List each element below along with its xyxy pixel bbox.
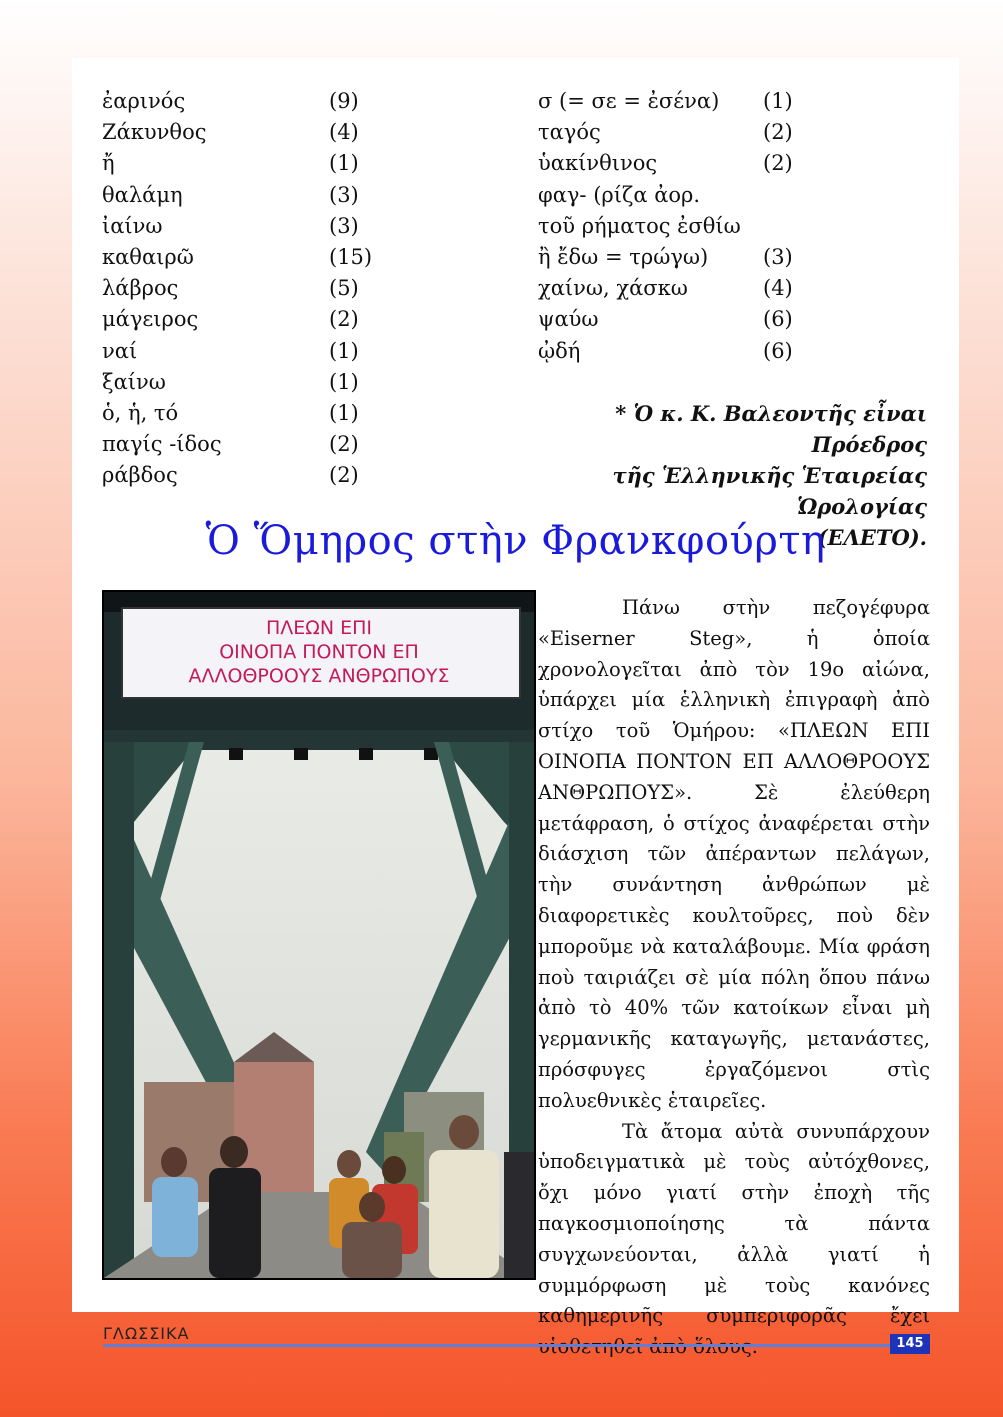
vocab-row (102, 273, 502, 304)
vocab-word: ἰαίνω (102, 213, 163, 238)
vocab-count: (15) (329, 244, 373, 269)
footer-journal-name: ΓΛΩΣΣΙΚΑ (103, 1324, 190, 1343)
vocab-row (102, 304, 502, 335)
vocab-word: ὁ, ἡ, τό (102, 400, 179, 425)
vocab-word: μάγειρος (102, 307, 199, 332)
vocab-word: θαλάμη (102, 182, 183, 207)
vocab-row (102, 242, 502, 273)
vocab-row (538, 336, 938, 367)
vocab-row (538, 242, 938, 273)
vocab-word: ἐαρινός (102, 89, 186, 113)
vocab-word: ἢ ἔδω = τρώγω) (538, 244, 709, 269)
vocab-word: ράβδος (102, 463, 178, 488)
vocab-count: (6) (763, 307, 793, 332)
vocab-row (538, 148, 938, 179)
vocab-row (102, 211, 502, 242)
vocab-count: (1) (329, 369, 359, 394)
paragraph: Τὰ ἄτομα αὐτὰ συνυπάρχουν ὑποδειγματικὰ μὲ τοὺς αὐτόχθονες, ὄχι μόνο γιατί στὴν ἐποχὴ τῆς παγκοσμιοποίησης τὰ πάντα συγχωνεύονται, ἀλλὰ γιατί ἡ συμμόρφωση μὲ τοὺς κανόνες καθημερινῆς συμπεριφορᾶς ἔχει (538, 1119, 930, 1328)
vocab-word: τοῦ ρήματος ἐσθίω (538, 213, 741, 238)
vocab-row (102, 429, 502, 460)
author-note-line: (ΕΛΕΤΟ). (817, 525, 927, 550)
vocab-row (538, 304, 938, 335)
vocab-row (102, 367, 502, 398)
vocab-row (102, 460, 502, 491)
vocab-word: ναί (102, 338, 138, 363)
vocab-count: (1) (329, 338, 359, 363)
vocab-count: (2) (763, 151, 793, 176)
vocab-word: ἤ (102, 151, 115, 176)
vocab-word: ᾠδή (538, 338, 581, 363)
vocab-row (538, 180, 938, 211)
page-content (72, 58, 959, 1328)
vocab-count: (1) (763, 89, 793, 113)
vocab-word: παγίς -ίδος (102, 432, 222, 457)
vocab-count: (1) (329, 400, 359, 425)
author-note-line: τῆς Ἑλληνικῆς Ἑταιρείας Ὡρολογίας (612, 463, 927, 519)
vocab-row (538, 211, 938, 242)
vocab-word: σ (= σε = ἐσένα) (538, 89, 720, 113)
vocab-row (102, 336, 502, 367)
vocab-word: φαγ- (ρίζα ἀορ. (538, 182, 701, 207)
vocab-count: (6) (763, 338, 793, 363)
vocab-count: (2) (329, 432, 359, 457)
vocab-word: λάβρος (102, 276, 179, 301)
bridge-photo (102, 590, 536, 1280)
vocab-word: ξαίνω (102, 369, 166, 394)
author-note-line: * Ὁ κ. Κ. Βαλεοντῆς εἶναι Πρόεδρος (615, 401, 927, 457)
vocab-count: (4) (329, 120, 359, 145)
vocab-row (102, 148, 502, 179)
vocab-row (538, 86, 938, 117)
vocab-count: (3) (329, 213, 359, 238)
vocab-row (102, 86, 502, 117)
vocab-count: (1) (329, 151, 359, 176)
vocab-count: (2) (763, 120, 793, 145)
sign-line-1: ΠΛΕΩΝ ΕΠΙ (266, 617, 372, 639)
article-title: Ὁ Ὅμηρος στὴν Φρανκφούρτη (205, 518, 826, 564)
vocab-count: (4) (763, 276, 793, 301)
vocab-list-left (102, 86, 502, 491)
page-number: 145 (890, 1334, 930, 1354)
vocab-word: ταγός (538, 120, 601, 145)
paragraph: Πάνω στὴν πεζογέφυρα «Eiserner Steg», ἡ ὁποία χρονολογεῖται ἀπὸ τὸν 19ο αἰώνα, ὑπάρχει μία ἑλληνικὴ ἐπιγραφὴ ἀπὸ στίχο τοῦ Ὁμήρου: «ΠΛΕΩΝ ΕΠΙ ΟΙΝΟΠΑ ΠΟΝΤΟΝ ΕΠ ΑΛΛΟΘΡΟΟΥΣ ΑΝΘΡΩΠΟΥΣ». Σὲ ἐλεύθερη μετάφραση, ὁ στίχος ἀναφέρεται στὴν διάσχιση τῶν ἀπέραντων πελάγων, τὴν συνάντηση ἀνθρώπων μὲ διαφορετικὲς κουλτοῦρες, ποὺ δὲν μποροῦμε νὰ καταλάβουμε. Μία φράση ποὺ ταιριάζει σὲ μία πόλη ὅπου πάνω ἀπὸ τὸ 40% τῶν κατοίκων εἶναι μὴ γερμανικῆς καταγωγῆς, μετανάστες, πρόσφυγες ἐργαζόμενοι στὶς πολυεθνικὲς ἑταιρεῖες. (538, 596, 930, 1112)
vocab-count: (5) (329, 276, 359, 301)
vocab-word: καθαιρῶ (102, 244, 194, 269)
footer-rule (103, 1344, 890, 1347)
vocab-word: ὑακίνθινος (538, 151, 658, 176)
vocab-count: (3) (763, 244, 793, 269)
vocab-count: (2) (329, 307, 359, 332)
vocab-count: (3) (329, 182, 359, 207)
vocab-list-right (538, 86, 938, 367)
vocab-row (102, 117, 502, 148)
vocab-row (538, 273, 938, 304)
vocab-row (102, 180, 502, 211)
sign-line-3: ΑΛΛΟΘΡΟΟΥΣ ΑΝΘΡΩΠΟΥΣ (188, 665, 450, 687)
vocab-row (538, 117, 938, 148)
vocab-word: Ζάκυνθος (102, 120, 207, 145)
vocab-count: (2) (329, 463, 359, 488)
sign-line-2: ΟΙΝΟΠΑ ΠΟΝΤΟΝ ΕΠ (219, 641, 419, 663)
vocab-row (102, 398, 502, 429)
vocab-word: ψαύω (538, 307, 599, 332)
vocab-word: χαίνω, χάσκω (538, 276, 688, 301)
vocab-count: (9) (329, 89, 359, 113)
article-body (538, 593, 930, 1363)
